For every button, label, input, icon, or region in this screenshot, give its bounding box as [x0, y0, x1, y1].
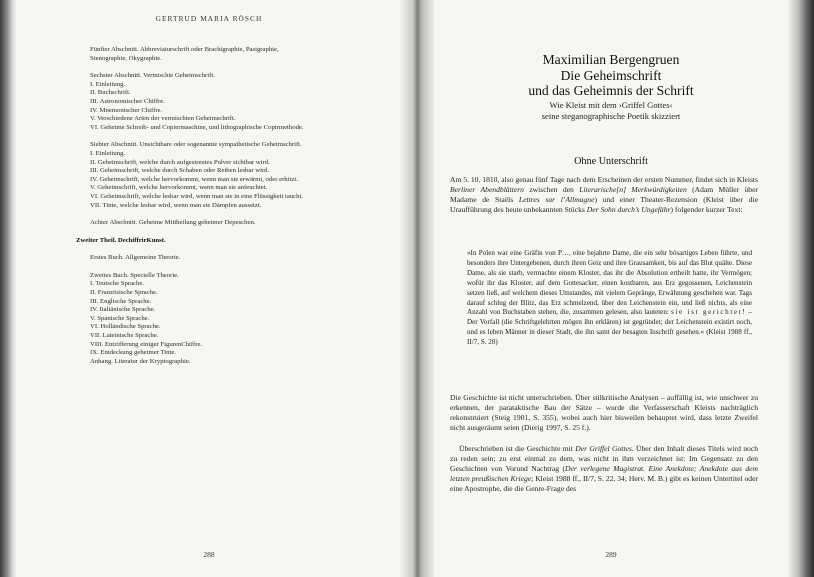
text-run: ) und einer Theater-Rezension (Kleist über die Uraufführung des heute unbekannten Stücks	[450, 195, 759, 215]
scan-edge-right	[788, 0, 814, 577]
toc-section-title: Fünfter Abschnitt. Abbreviaturschrift oder Brachigraphie, Pasigraphie,	[90, 46, 279, 53]
toc-item: III. Astronomischer Chiffre.	[90, 97, 165, 105]
article-title-line-2: und das Geheimnis der Schrift	[528, 83, 694, 98]
toc-item: VII. Tinte, welche lesbar wird, wenn man sie Dämpfen aussetzt.	[90, 201, 262, 209]
toc-item: VIII. Entzifferung einiger FigurenChiffre.	[90, 340, 203, 348]
text-run: »In Polen war eine Gräfin von P…, eine bejahrte Dame, die ein sehr bösartiges Leben führte, und besonders ihre Untergebenen, durch ihren Geiz und ihre Grausamkeit, bis auf das Blut quälte. Diese Dame, als sie starb, vermachte einem Kloster, das ihr die Absolution ertheilt hatte, ihr Vermögen; wofür ihr das Kloster, auf dem Gottesacker, einen kostbaren, aus Erz gegossenen, Leichenstein setzen ließ, auf welchem dieses Umstandes, mit vielem Gepränge, Erwähnung geschehen war. Tags darauf schlug der Blitz, das Erz schmelzend, über den Leichenstein ein, und ließ nichts, als eine Anzahl von Buchstaben stehen, die, zusammen gelesen, also lauteten:	[467, 249, 752, 317]
toc-item: VII. Lateinische Sprache.	[90, 332, 159, 340]
paragraph-2: Die Geschichte ist nicht unterschrieben. Über stilkritische Analysen – auffällig ist, wie unschwer zu erkennen, der parataktische Bau der Sätze – wurde die Verfasserschaft Kleists nachträglich rekonstruiert (Steig 1901, S. 355), wobei auch hier bisweilen behauptet wird, dass letzte Zweifel nicht ausgeräumt seien (Dierig 1997, S. 25 f.).	[450, 393, 758, 433]
book-gutter	[400, 0, 434, 577]
toc-section	[90, 141, 400, 210]
article-subtitle-line-2: seine steganographische Poetik skizziert	[541, 111, 681, 122]
toc-item: VI. Geheimschrift, welche lesbar wird, wenn man sie in eine Flüssigkeit taucht.	[90, 192, 304, 200]
spaced-emphasis: sie ist gerichtet!	[671, 308, 747, 317]
text-run: (Adam Müller über Madame de Staëls	[450, 185, 758, 205]
toc-item: I. Einleitung.	[90, 149, 126, 157]
toc-item: V. Verschiedene Arten der vermischten Geheimschrift.	[90, 115, 236, 123]
text-run: Am 5. 10. 1810, also genau fünf Tage nach dem Erscheinen der ersten Nummer, findet sich in Kleists	[450, 175, 758, 184]
paragraph-1	[450, 175, 758, 215]
block-quote	[467, 249, 752, 348]
toc-section	[90, 272, 400, 367]
toc-section	[76, 237, 400, 246]
article-author: Maximilian Bergengruen	[542, 52, 680, 67]
toc-section-title: Erstes Buch. Allgemeine Theorie.	[90, 254, 181, 262]
paragraph-3	[450, 444, 758, 494]
page-number-right: 289	[605, 550, 617, 559]
text-run: ; Kleist 1988 ff., II/7, S. 22, 34; Herv. M. B.) gibt es keinen Untertitel oder eine Apostrophe, die die Genre-Frage des	[450, 474, 758, 494]
toc-section-title: Zweiter Theil. DechiffrirKunst.	[76, 236, 166, 244]
toc-section	[90, 254, 400, 263]
italic-title: Der Sohn durch’s Ungefähr	[586, 205, 671, 215]
toc-section-title: Zweites Buch. Specielle Theorie.	[90, 271, 179, 279]
toc-section-title: Siebter Abschnitt. Unsichtbare oder sogenannte sympathetische Geheimschrift.	[90, 141, 302, 149]
text-run: ) folgender kurzer Text:	[670, 205, 743, 215]
italic-title: Der verlegene Magistrat. Eine Anekdote; Anekdote aus dem letzten preußischen Kriege	[450, 464, 758, 484]
toc-item: VI. Holländische Sprache.	[90, 323, 161, 331]
italic-title: Berliner Abendblättern	[450, 185, 524, 195]
toc-item: IX. Entdeckung geheimer Tinte.	[90, 349, 176, 357]
toc-item: Stenographie, Okygraphie.	[90, 54, 162, 62]
toc-item: III. Geheimschrift, welche durch Schaben oder Reiben lesbar wird.	[90, 167, 270, 175]
toc-item: IV. Italiänische Sprache.	[90, 306, 156, 314]
text-run: . Über den Inhalt dieses Titels wird noch zu reden sein; zu erst einmal zu dem, was nicht in ihm verzeichnet ist: Im Gegensatz zu den Geschichten von Vorund Nachtrag (	[450, 444, 758, 474]
toc-item: Anhang. Literatur der Kryptographie.	[90, 357, 191, 365]
right-page	[434, 0, 788, 577]
article-subtitle-line-1: Wie Kleist mit dem ›Griffel Gottes‹	[549, 99, 673, 110]
italic-title: Der Griffel Gottes	[575, 444, 632, 453]
toc-section	[90, 219, 400, 228]
toc-item: I. Teutsche Sprache.	[90, 280, 145, 288]
article-title-line-1: Die Geheimschrift	[560, 67, 662, 83]
toc-section	[90, 46, 400, 63]
text-run: – Der Vorfall (die Schriftgelehrten mögen ihn erklären) ist gegründet; der Leichenstein existirt noch, und es leben Männer in dieser Stadt, die ihn samt der besagten Inschrift gesehen.« (Kleist 1988 ff., II/7, S. 28)	[467, 308, 752, 347]
italic-title: Literarische[n] Merkwürdigkeiten	[579, 185, 687, 195]
toc-item: V. Geheimschrift, welche hervorkommt, wenn man sie anfeuchtet.	[90, 184, 268, 192]
toc-item: II. Buchschrift.	[90, 89, 131, 97]
toc-item: VI. Geheime Schreib- und Copiermaschine, und lithographische Copirmethode.	[90, 123, 304, 131]
running-head: GERTRUD MARIA RÖSCH	[155, 14, 263, 23]
toc-item: II. Französische Sprache.	[90, 289, 158, 297]
toc-section-title: Achter Abschnitt. Geheime Mittheilung geheimer Depeschen.	[90, 219, 256, 227]
italic-title: Lettres sur l’Allmagne	[518, 195, 595, 205]
page-number-left: 288	[203, 550, 215, 559]
left-page	[16, 0, 402, 577]
section-heading: Ohne Unterschrift	[574, 156, 648, 167]
toc-item: IV. Geheimschrift, welche hervorkommt, wenn man sie erwärmt, oder erhitzt.	[90, 175, 298, 183]
article-title-block	[434, 52, 788, 122]
toc-item: II. Geheimschrift, welche durch aufgestreutes Pulver sichtbar wird.	[90, 158, 270, 166]
scan-edge-left	[0, 0, 16, 577]
table-of-contents	[76, 46, 400, 375]
toc-section	[90, 72, 400, 132]
toc-section-title: Sechster Abschnitt. Vermischte Geheimschrift.	[90, 72, 215, 80]
toc-item: V. Spanische Sprache.	[90, 314, 150, 322]
toc-item: III. Englische Sprache.	[90, 297, 152, 305]
text-run: zwischen den	[523, 185, 580, 195]
toc-item: IV. Mnemonischer Chiffre.	[90, 106, 163, 114]
text-run: Überschrieben ist die Geschichte mit	[459, 444, 576, 453]
toc-item: I. Einleitung.	[90, 80, 126, 88]
